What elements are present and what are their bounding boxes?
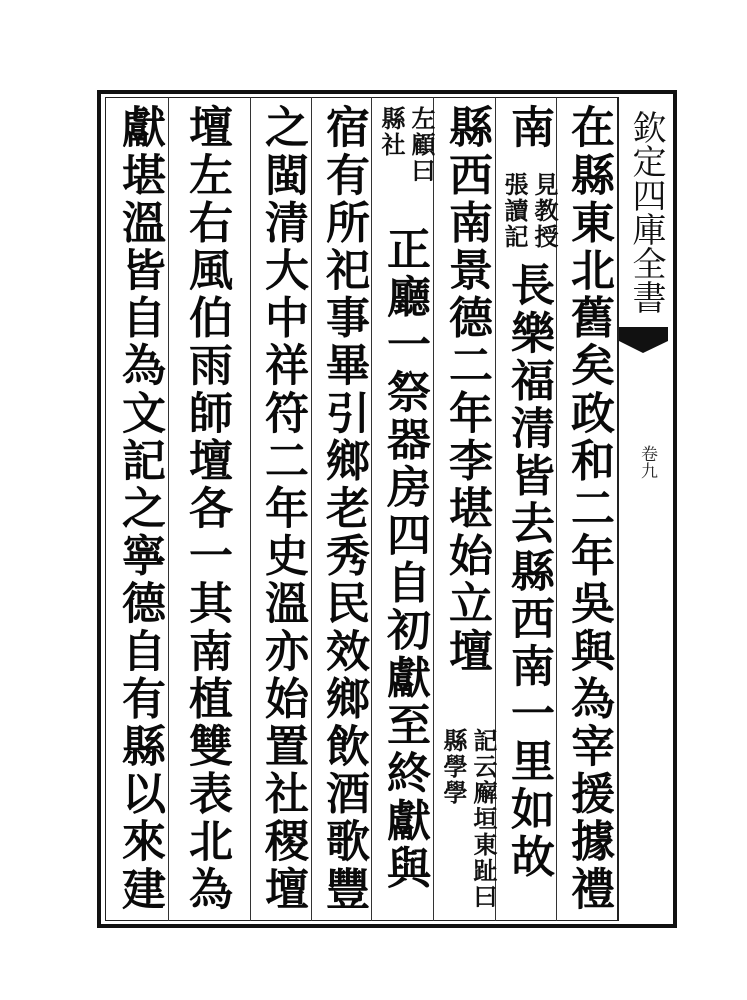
text-column-4-note: 左顧曰縣社	[377, 106, 436, 184]
text-column-3-body: 縣西南景德二年李堪始立壇	[441, 104, 492, 676]
text-column-1: 在縣東北舊矣政和二年吳與為宰援據禮	[563, 104, 614, 914]
text-column-4-body: 正廳一祭器房四自初獻至終獻與	[379, 226, 430, 893]
text-column-8: 獻堪溫皆自為文記之寧德自有縣以來建	[114, 104, 165, 914]
text-column-2-body: 長樂福清皆去縣西南一里如故	[503, 262, 554, 881]
text-column-3-note: 記云廨垣東趾曰縣學學	[439, 728, 498, 910]
text-column-2-note: 見教授張讀記	[500, 172, 559, 250]
text-column-6: 之閩清大中祥符二年史溫亦始置社稷壇	[257, 104, 308, 914]
fish-tail-notch	[619, 341, 668, 353]
margin-volume-label: 卷九	[637, 445, 657, 479]
text-column-7: 壇左右風伯雨師壇各一其南植雙表北為	[181, 104, 232, 914]
fish-tail-mark	[619, 327, 668, 341]
margin-book-title: 欽定四庫全書	[626, 110, 666, 314]
text-column-5: 宿有所祀事畢引鄉老秀民效鄉飲酒歌豐	[318, 104, 369, 914]
text-column-2-head: 南	[503, 104, 554, 152]
